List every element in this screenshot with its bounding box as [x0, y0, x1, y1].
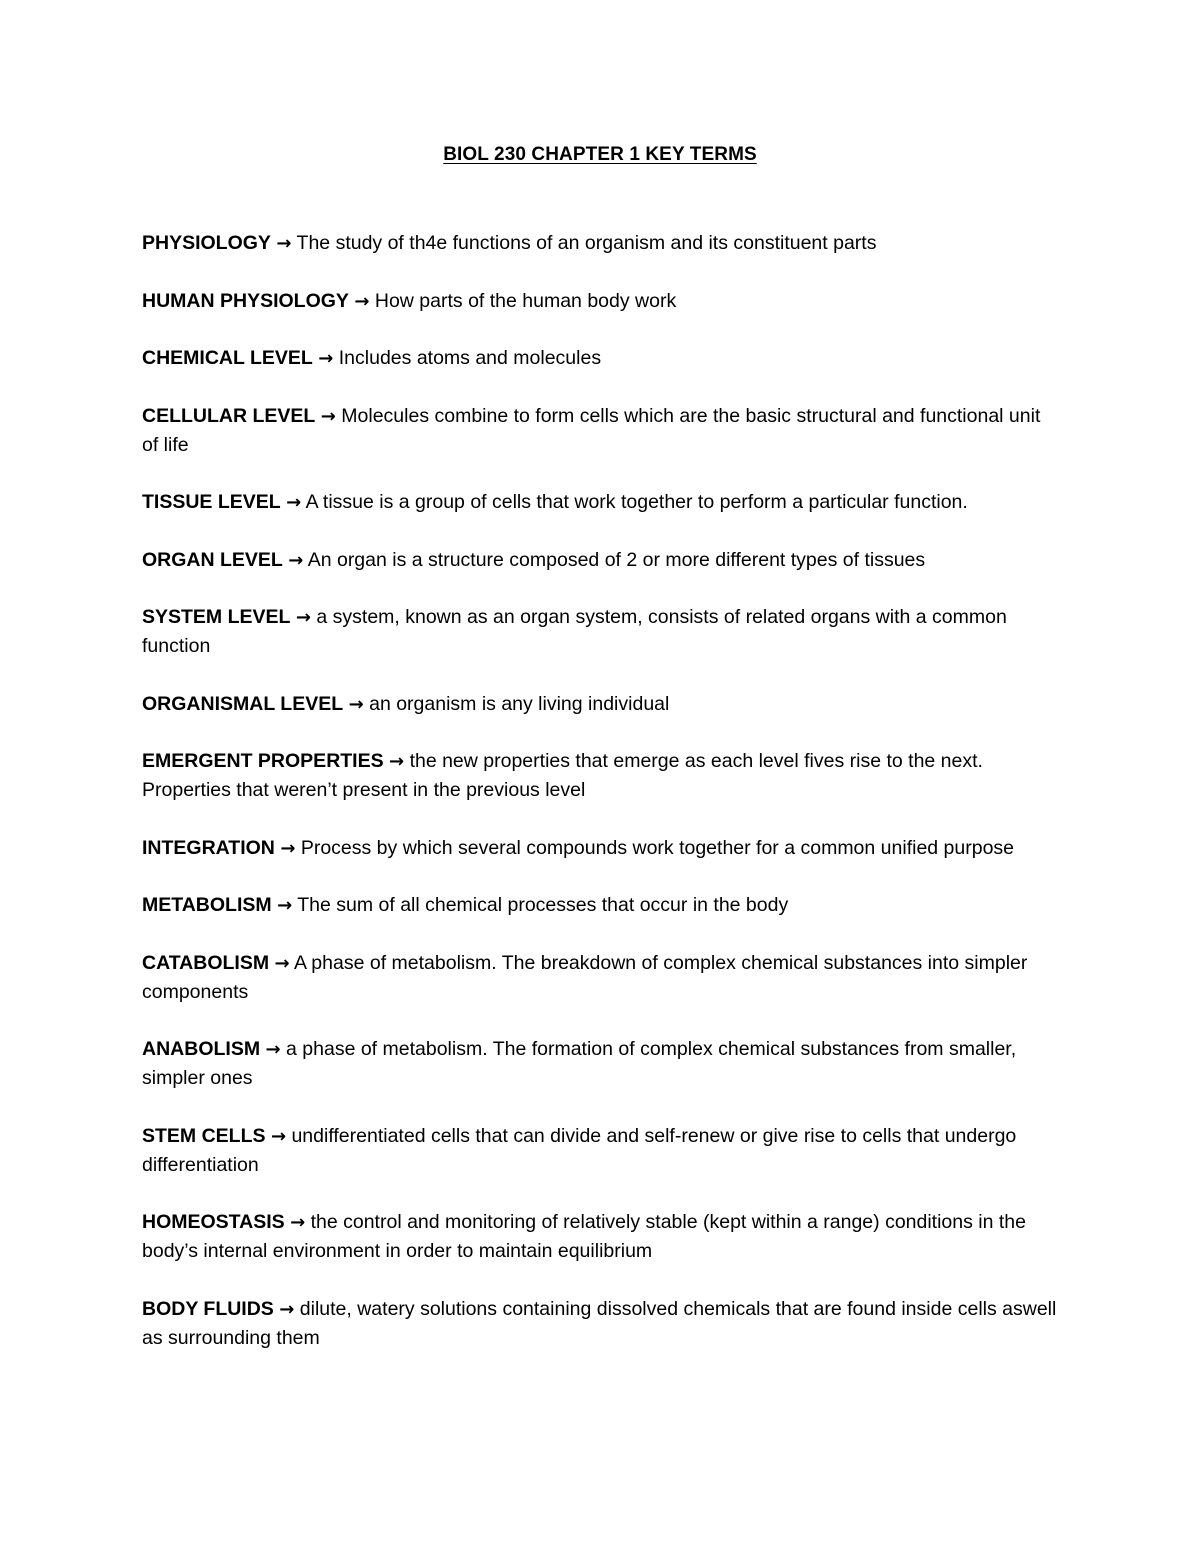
right-arrow-icon: → [320, 405, 336, 427]
right-arrow-icon: → [277, 895, 293, 916]
term-entry [142, 1035, 1062, 1093]
right-arrow-icon: → [290, 1212, 306, 1233]
right-arrow-icon: → [295, 607, 311, 628]
term-name: PHYSIOLOGY [142, 232, 271, 254]
term-entry [142, 488, 1062, 517]
term-entry [142, 546, 1062, 575]
term-definition: A tissue is a group of cells that work together to perform a particular function. [305, 491, 968, 513]
key-terms-list [142, 229, 1062, 1381]
term-name: ORGAN LEVEL [142, 548, 283, 571]
term-entry [142, 1208, 1062, 1266]
term-entry [142, 747, 1062, 805]
term-entry [142, 891, 1062, 920]
term-entry [142, 402, 1062, 460]
term-name: METABOLISM [142, 894, 272, 916]
term-definition: undifferentiated cells that can divide and self-renew or give rise to cells that undergo differentiation [142, 1124, 1017, 1176]
right-arrow-icon: → [288, 549, 304, 571]
term-definition: the new properties that emerge as each level fives rise to the next. Properties that weren’t present in the previous level [142, 750, 983, 801]
right-arrow-icon: → [286, 492, 302, 513]
term-definition: an organism is any living individual [369, 692, 670, 715]
right-arrow-icon: → [348, 693, 364, 715]
term-entry [142, 603, 1062, 661]
term-definition: An organ is a structure composed of 2 or more different types of tissues [307, 548, 926, 571]
term-entry [142, 1295, 1062, 1353]
right-arrow-icon: → [276, 233, 292, 254]
term-name: CATABOLISM [142, 951, 270, 974]
term-definition: How parts of the human body work [374, 289, 677, 312]
term-name: HUMAN PHYSIOLOGY [142, 289, 349, 312]
document-title: BIOL 230 CHAPTER 1 KEY TERMS [443, 144, 757, 165]
term-name: BODY FLUIDS [142, 1297, 274, 1320]
term-definition: Includes atoms and molecules [338, 347, 602, 369]
right-arrow-icon: → [279, 1298, 295, 1320]
right-arrow-icon: → [274, 952, 290, 974]
term-name: CHEMICAL LEVEL [142, 347, 313, 369]
term-name: ORGANISMAL LEVEL [142, 692, 344, 715]
term-name: EMERGENT PROPERTIES [142, 750, 384, 772]
term-entry [142, 1122, 1062, 1180]
term-entry [142, 949, 1062, 1007]
term-definition: Process by which several compounds work together for a common unified purpose [300, 836, 1015, 859]
term-definition: dilute, watery solutions containing dissolved chemicals that are found inside cells aswell as surrounding them [142, 1297, 1057, 1349]
term-definition: The study of th4e functions of an organism and its constituent parts [296, 232, 877, 254]
term-entry [142, 287, 1062, 316]
term-entry [142, 229, 1062, 258]
term-definition: a phase of metabolism. The formation of complex chemical substances from smaller, simpler ones [142, 1038, 1017, 1089]
term-definition: the control and monitoring of relatively stable (kept within a range) conditions in the body’s internal environment in order to maintain equilibrium [142, 1211, 1026, 1262]
term-definition: a system, known as an organ system, consists of related organs with a common function [142, 606, 1007, 657]
right-arrow-icon: → [280, 837, 296, 859]
term-entry [142, 344, 1062, 373]
term-name: TISSUE LEVEL [142, 491, 281, 513]
term-name: SYSTEM LEVEL [142, 606, 291, 628]
right-arrow-icon: → [389, 751, 405, 772]
term-name: STEM CELLS [142, 1124, 266, 1147]
term-name: CELLULAR LEVEL [142, 404, 316, 427]
right-arrow-icon: → [318, 348, 334, 369]
term-name: ANABOLISM [142, 1038, 261, 1060]
term-definition: The sum of all chemical processes that occur in the body [297, 894, 789, 916]
right-arrow-icon: → [354, 290, 370, 312]
term-name: INTEGRATION [142, 836, 275, 859]
term-entry [142, 834, 1062, 863]
term-definition: A phase of metabolism. The breakdown of complex chemical substances into simpler components [142, 951, 1028, 1003]
right-arrow-icon: → [270, 1125, 287, 1147]
term-name: HOMEOSTASIS [142, 1211, 285, 1233]
right-arrow-icon: → [265, 1039, 281, 1060]
term-entry [142, 690, 1062, 719]
term-definition: Molecules combine to form cells which are the basic structural and functional unit of life [142, 404, 1041, 456]
